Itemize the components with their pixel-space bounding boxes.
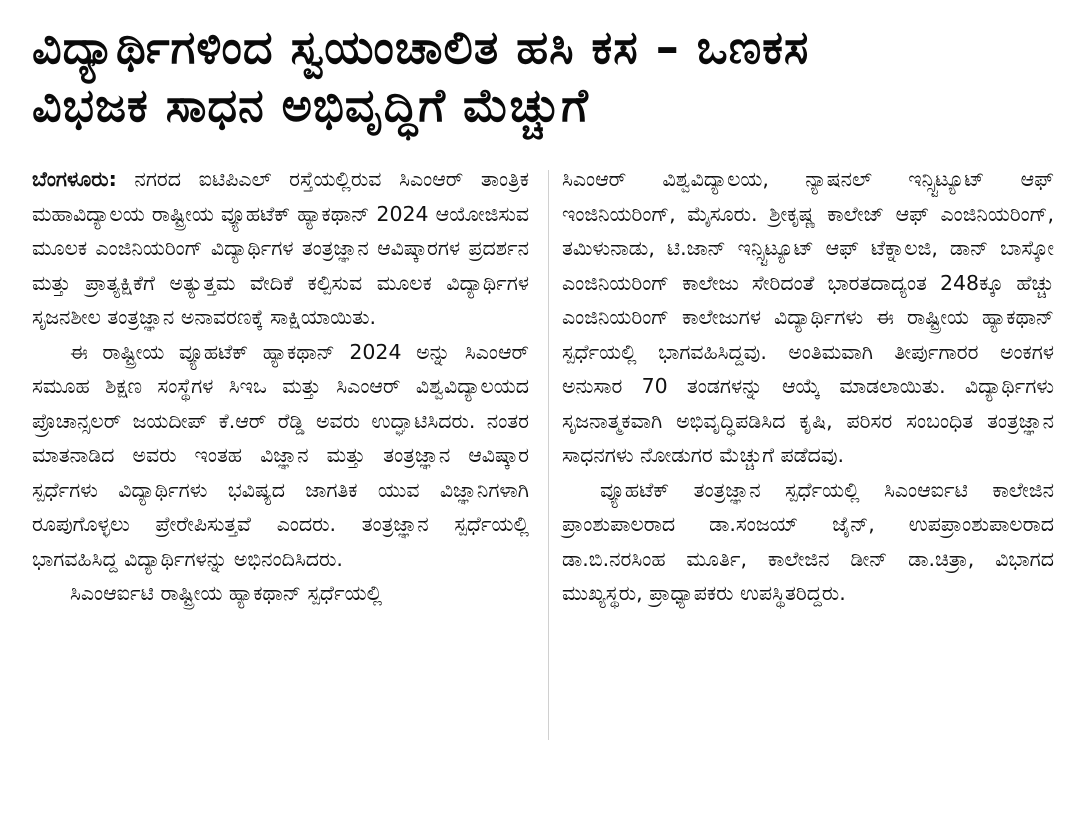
- column-divider: [548, 170, 549, 740]
- article-column-right: [562, 162, 1054, 611]
- dateline: ಬೆಂಗಳೂರು:: [32, 167, 117, 191]
- headline: [32, 18, 1052, 134]
- article-paragraph-1: [32, 162, 529, 335]
- article-paragraph-2: ಈ ರಾಷ್ಟ್ರೀಯ ವ್ಯೂಹಟೆಕ್ ಹ್ಯಾಕಥಾನ್ 2024 ಅನ್ನು ಸಿಎಂಆರ್ ಸಮೂಹ ಶಿಕ್ಷಣ ಸಂಸ್ಥೆಗಳ ಸಿಇಒ ಮತ್ತು ಸಿಎಂಆರ್ ವಿಶ್ವವಿದ್ಯಾಲಯದ ಪ್ರೊಚಾನ್ಸಲರ್ ಜಯದೀಪ್ ಕೆ.ಆರ್ ರೆಡ್ಡಿ ಅವರು ಉದ್ಘಾಟಿಸಿದರು. ನಂತರ ಮಾತನಾಡಿದ ಅವರು ಇಂತಹ ವಿಜ್ಞಾನ ಮತ್ತು ತಂತ್ರಜ್ಞಾನ ಆವಿಷ್ಕಾರ ಸ್ಪರ್ಧೆಗಳು ವಿದ್ಯಾರ್ಥಿಗಳು ಭವಿಷ್ಯದ ಜಾಗತಿಕ ಯುವ ವಿಜ್ಞಾನಿಗಳಾಗಿ ರೂಪುಗೊಳ್ಳಲು ಪ್ರೇರೇಪಿಸುತ್ತವೆ ಎಂದರು. ತಂತ್ರಜ್ಞಾನ ಸ್ಪರ್ಧೆಯಲ್ಲಿ ಭಾಗವಹಿಸಿದ್ದ ವಿದ್ಯಾರ್ಥಿಗಳನ್ನು ಅಭಿನಂದಿಸಿದರು.: [32, 339, 529, 571]
- article-body: [32, 162, 1054, 611]
- paragraph-text: ನಗರದ ಐಟಿಪಿಎಲ್ ರಸ್ತೆಯಲ್ಲಿರುವ ಸಿಎಂಆರ್ ತಾಂತ್ರಿಕ ಮಹಾವಿದ್ಯಾಲಯ ರಾಷ್ಟ್ರೀಯ ವ್ಯೂಹಟೆಕ್ ಹ್ಯಾಕಥಾನ್ 2024 ಆಯೋಜಿಸುವ ಮೂಲಕ ಎಂಜಿನಿಯರಿಂಗ್ ವಿದ್ಯಾರ್ಥಿಗಳ ತಂತ್ರಜ್ಞಾನ ಆವಿಷ್ಕಾರಗಳ ಪ್ರದರ್ಶನ ಮತ್ತು ಪ್ರಾತ್ಯಕ್ಷಿಕೆಗೆ ಅತ್ಯುತ್ತಮ ವೇದಿಕೆ ಕಲ್ಪಿಸುವ ಮೂಲಕ ವಿದ್ಯಾರ್ಥಿಗಳ ಸೃಜನಶೀಲ ತಂತ್ರಜ್ಞಾನ ಅನಾವರಣಕ್ಕೆ ಸಾಕ್ಷಿಯಾಯಿತು.: [32, 167, 529, 329]
- article-column-left: [32, 162, 529, 611]
- article-paragraph-continued: ಸಿಎಂಆರ್ ವಿಶ್ವವಿದ್ಯಾಲಯ, ನ್ಯಾಷನಲ್ ಇನ್ಸ್ಟಿಟ್ಯೂಟ್ ಆಫ್ ಇಂಜಿನಿಯರಿಂಗ್, ಮೈಸೂರು. ಶ್ರೀಕೃಷ್ಣ ಕಾಲೇಜ್ ಆಫ್ ಎಂಜಿನಿಯರಿಂಗ್, ತಮಿಳುನಾಡು, ಟಿ.ಜಾನ್ ಇನ್ಸ್ಟಿಟ್ಯೂಟ್ ಆಫ್ ಟೆಕ್ನಾಲಜಿ, ಡಾನ್ ಬಾಸ್ಕೋ ಎಂಜಿನಿಯರಿಂಗ್ ಕಾಲೇಜು ಸೇರಿದಂತೆ ಭಾರತದಾದ್ಯಂತ 248ಕ್ಕೂ ಹೆಚ್ಚು ಎಂಜಿನಿಯರಿಂಗ್ ಕಾಲೇಜುಗಳ ವಿದ್ಯಾರ್ಥಿಗಳು ಈ ರಾಷ್ಟ್ರೀಯ ಹ್ಯಾಕಥಾನ್ ಸ್ಪರ್ಧೆಯಲ್ಲಿ ಭಾಗವಹಿಸಿದ್ದವು. ಅಂತಿಮವಾಗಿ ತೀರ್ಪುಗಾರರ ಅಂಕಗಳ ಅನುಸಾರ 70 ತಂಡಗಳನ್ನು ಆಯ್ಕೆ ಮಾಡಲಾಯಿತು. ವಿದ್ಯಾರ್ಥಿಗಳು ಸೃಜನಾತ್ಮಕವಾಗಿ ಅಭಿವೃದ್ಧಿಪಡಿಸಿದ ಕೃಷಿ, ಪರಿಸರ ಸಂಬಂಧಿತ ತಂತ್ರಜ್ಞಾನ ಸಾಧನಗಳು ನೋಡುಗರ ಮೆಚ್ಚುಗೆ ಪಡೆದವು.: [562, 167, 1055, 467]
- headline-line-1: ವಿದ್ಯಾರ್ಥಿಗಳಿಂದ ಸ್ವಯಂಚಾಲಿತ ಹಸಿ ಕಸ – ಒಣಕಸ: [32, 20, 810, 74]
- article-paragraph-3: ಸಿಎಂಆರ್ಐಟಿ ರಾಷ್ಟ್ರೀಯ ಹ್ಯಾಕಥಾನ್ ಸ್ಪರ್ಧೆಯಲ್ಲಿ: [70, 581, 383, 605]
- headline-line-2: ವಿಭಜಕ ಸಾಧನ ಅಭಿವೃದ್ಧಿಗೆ ಮೆಚ್ಚುಗೆ: [32, 78, 589, 132]
- article-paragraph-last: ವ್ಯೂಹಟೆಕ್ ತಂತ್ರಜ್ಞಾನ ಸ್ಪರ್ಧೆಯಲ್ಲಿ ಸಿಎಂಆರ್ಐಟಿ ಕಾಲೇಜಿನ ಪ್ರಾಂಶುಪಾಲರಾದ ಡಾ.ಸಂಜಯ್ ಜೈನ್, ಉಪಪ್ರಾಂಶುಪಾಲರಾದ ಡಾ.ಬಿ.ನರಸಿಂಹ ಮೂರ್ತಿ, ಕಾಲೇಜಿನ ಡೀನ್ ಡಾ.ಚಿತ್ರಾ, ವಿಭಾಗದ ಮುಖ್ಯಸ್ಥರು, ಪ್ರಾಧ್ಯಾಪಕರು ಉಪಸ್ಥಿತರಿದ್ದರು.: [562, 477, 1054, 605]
